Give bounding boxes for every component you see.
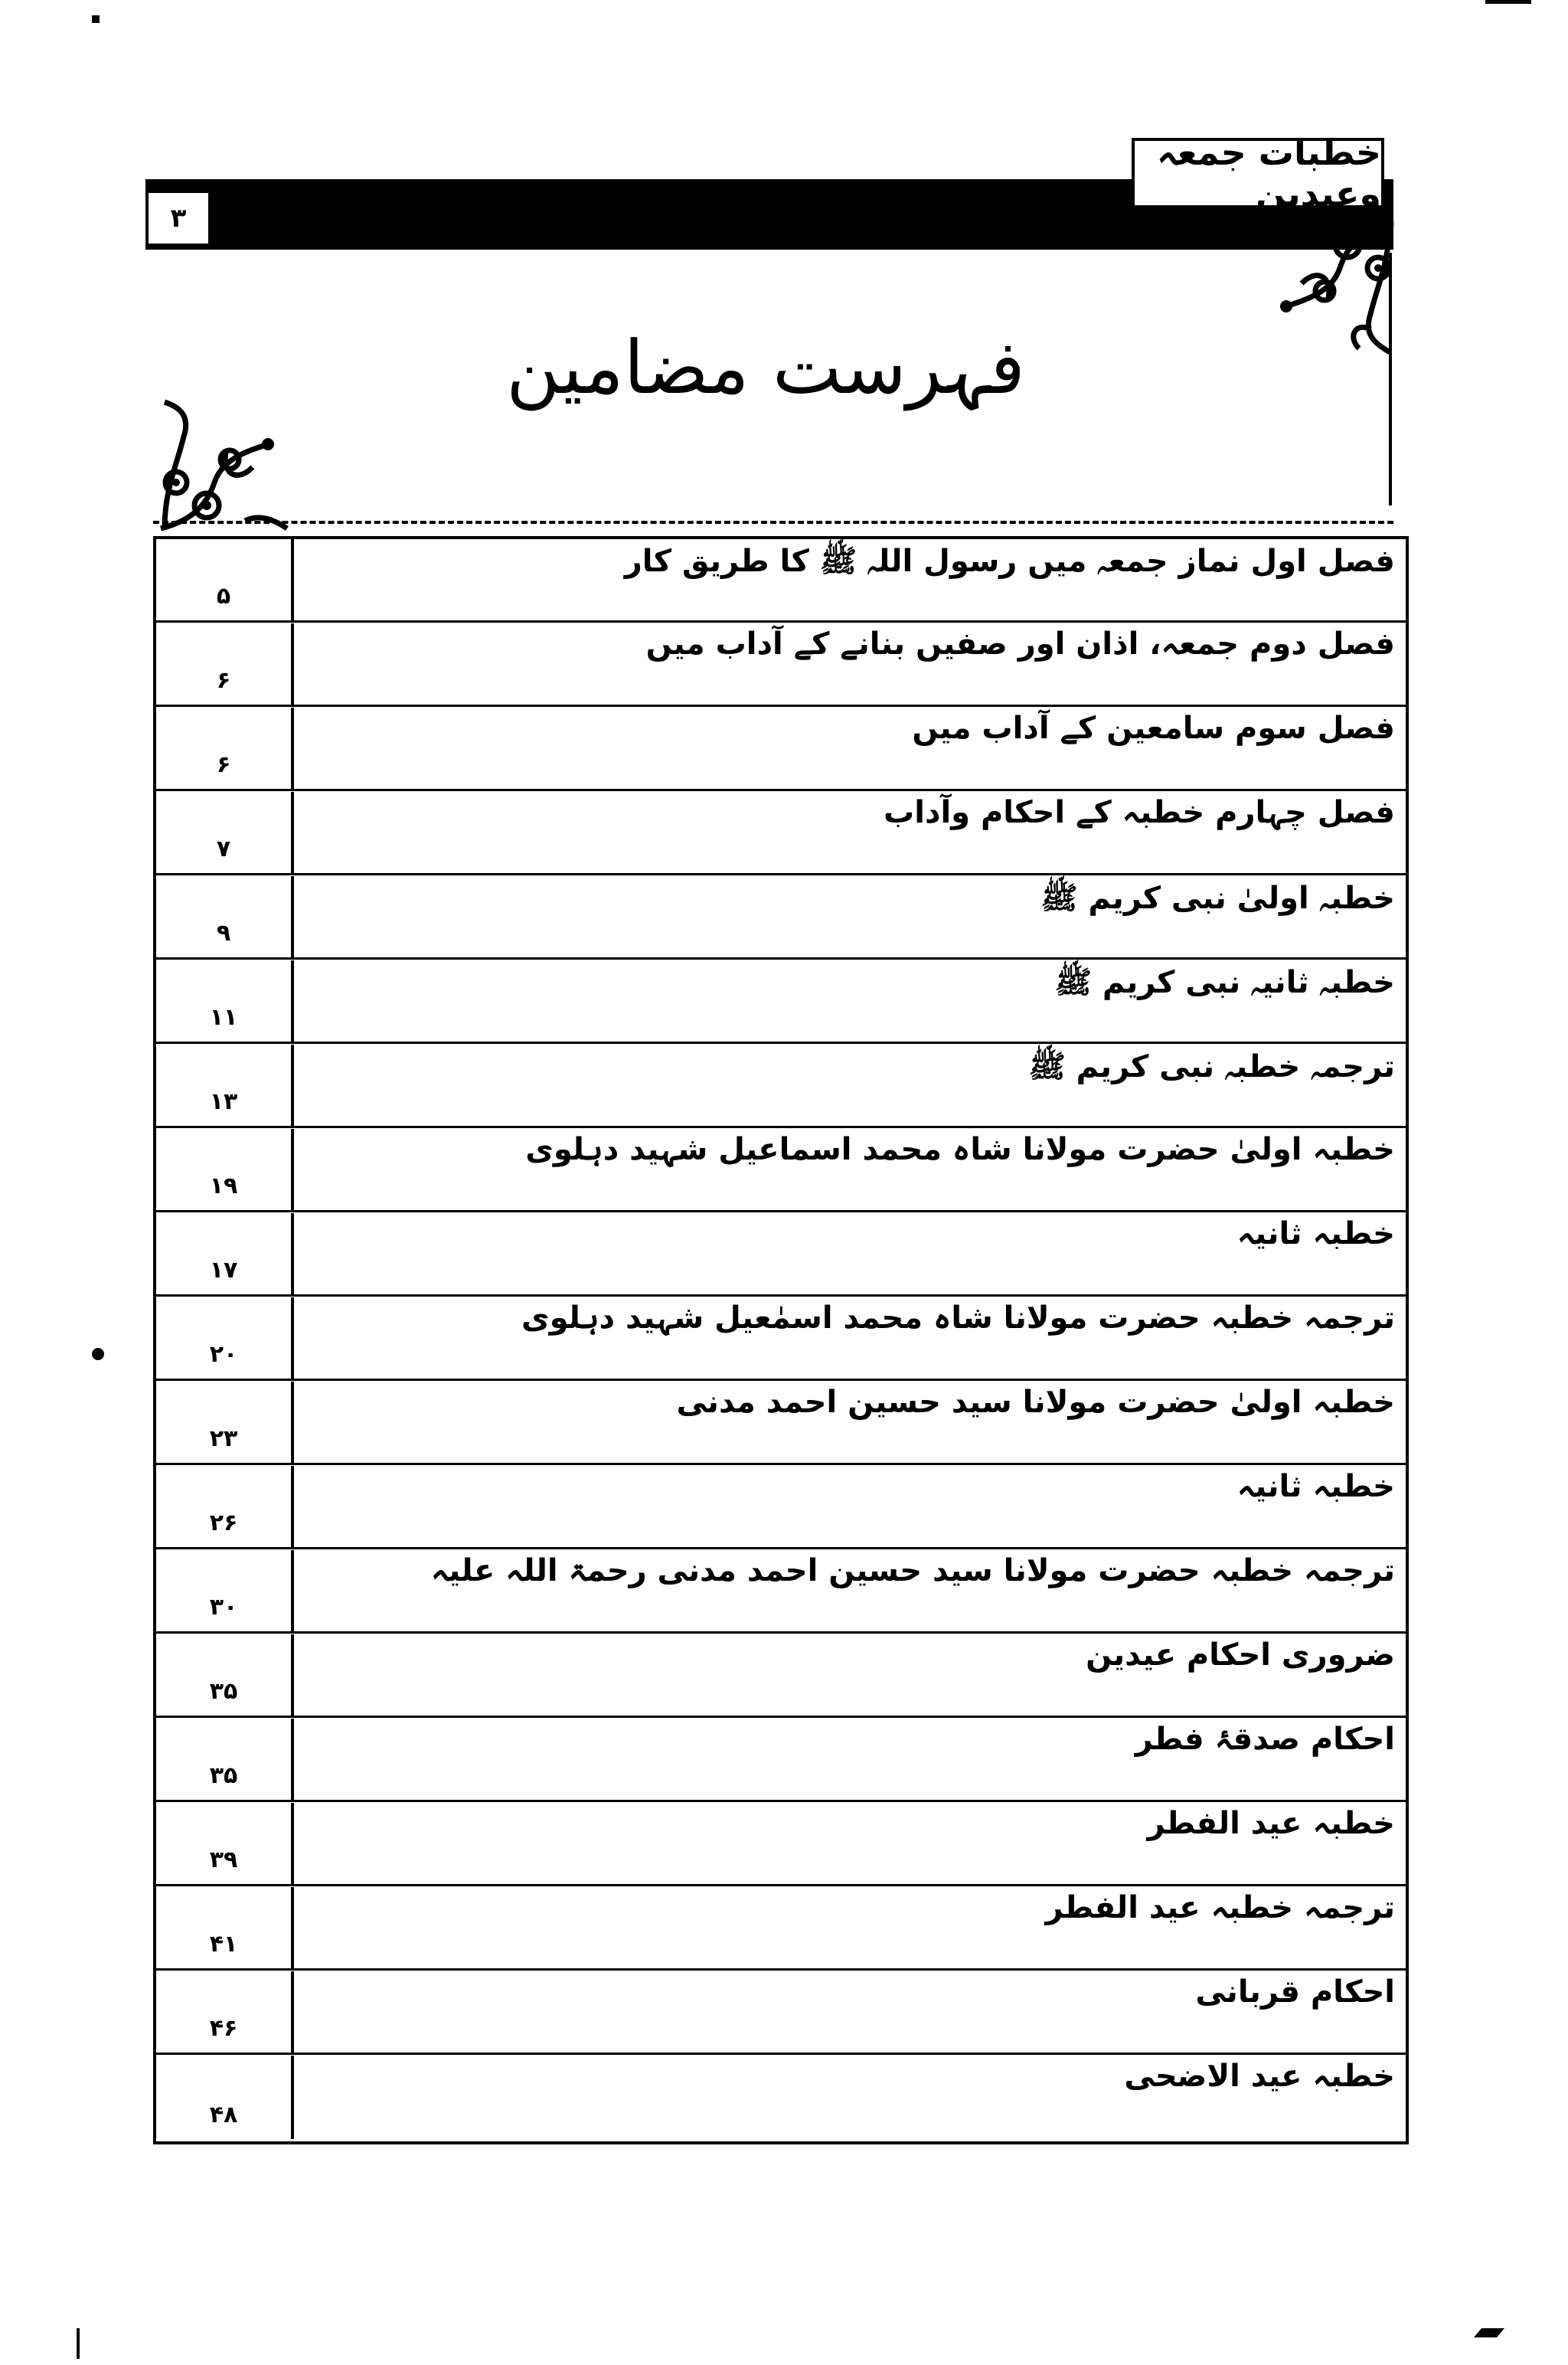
toc-page-number: ۴۱ — [156, 1887, 294, 1968]
toc-entry-title: ترجمہ خطبہ نبی کریم ﷺ — [1028, 1049, 1395, 1084]
toc-entry-title: ترجمہ خطبہ عید الفطر — [1045, 1890, 1395, 1925]
toc-entry-title: خطبہ اولیٰ حضرت مولانا سید حسین احمد مدنی — [676, 1385, 1395, 1420]
toc-page-number: ۱۳ — [156, 1045, 294, 1126]
scan-mark — [1474, 2328, 1504, 2337]
toc-entry-title: ترجمہ خطبہ حضرت مولانا سید حسین احمد مدنی رحمۃ اللہ علیہ — [430, 1553, 1395, 1588]
toc-page-number: ۳۰ — [156, 1550, 294, 1631]
toc-entry-title: فصل چہارم خطبہ کے احکام وآداب — [884, 795, 1395, 830]
toc-row — [156, 1129, 1406, 1212]
toc-entry-title: خطبہ ثانیہ نبی کریم ﷺ — [1054, 965, 1395, 1000]
toc-row — [156, 2056, 1406, 2139]
toc-row — [156, 1971, 1406, 2055]
toc-entry-title: خطبہ ثانیہ — [1236, 1216, 1395, 1251]
toc-row — [156, 1634, 1406, 1718]
toc-page-number: ۴۸ — [156, 2056, 294, 2139]
toc-row — [156, 1887, 1406, 1971]
toc-page-number: ۵ — [156, 539, 294, 620]
toc-row — [156, 1803, 1406, 1886]
page-number: ۳ — [145, 190, 211, 247]
toc-page-number: ۱۷ — [156, 1213, 294, 1294]
toc-entry-title: فصل اول نماز جمعہ میں رسول اللہ ﷺ کا طریق کار — [624, 544, 1395, 579]
toc-title: فہرست مضامین — [506, 325, 1025, 411]
toc-page-number: ۶ — [156, 708, 294, 789]
toc-entry-title: احکام قربانی — [1195, 1974, 1395, 2010]
toc-entry-title: خطبہ ثانیہ — [1236, 1469, 1395, 1504]
toc-row — [156, 1213, 1406, 1297]
toc-row — [156, 1382, 1406, 1465]
scan-mark — [1485, 0, 1531, 4]
toc-row — [156, 539, 1406, 623]
toc-entry-title: خطبہ اولیٰ نبی کریم ﷺ — [1040, 881, 1395, 916]
toc-row — [156, 623, 1406, 707]
toc-entry-title: خطبہ عید الاضحی — [1124, 2059, 1395, 2094]
toc-page-number: ۱۱ — [156, 960, 294, 1042]
toc-page-number: ۲۳ — [156, 1382, 294, 1463]
toc-entry-title: ضروری احکام عیدین — [1086, 1637, 1395, 1673]
toc-table — [153, 536, 1409, 2144]
toc-page-number: ۳۵ — [156, 1719, 294, 1800]
toc-page-number: ۹ — [156, 876, 294, 957]
toc-page-number: ۲۰ — [156, 1297, 294, 1379]
scan-mark — [77, 2328, 80, 2359]
dashed-divider — [153, 521, 1393, 524]
toc-row — [156, 1550, 1406, 1634]
bottom-left-floral-ornament-icon — [153, 398, 299, 536]
toc-page-number: ۲۶ — [156, 1466, 294, 1547]
toc-row — [156, 792, 1406, 875]
scan-dot — [92, 1348, 104, 1360]
toc-page-number: ۷ — [156, 792, 294, 873]
top-right-floral-ornament-icon — [1256, 214, 1401, 360]
toc-page-number: ۶ — [156, 623, 294, 705]
toc-page-number: ۳۵ — [156, 1634, 294, 1716]
toc-entry-title: خطبہ عید الفطر — [1147, 1806, 1395, 1841]
running-title: خطبات جمعہ وعیدین — [1132, 138, 1384, 208]
toc-row — [156, 1297, 1406, 1381]
toc-page-number: ۴۶ — [156, 1971, 294, 2053]
toc-page-number: ۳۹ — [156, 1803, 294, 1884]
toc-page-number: ۱۹ — [156, 1129, 294, 1210]
toc-entry-title: خطبہ اولیٰ حضرت مولانا شاہ محمد اسماعیل شہید دہلوی — [525, 1132, 1395, 1167]
toc-row — [156, 1466, 1406, 1549]
toc-entry-title: احکام صدقۂ فطر — [1135, 1722, 1395, 1757]
toc-row — [156, 960, 1406, 1044]
toc-entry-title: ترجمہ خطبہ حضرت مولانا شاہ محمد اسمٰعیل شہید دہلوی — [521, 1300, 1395, 1336]
scan-mark — [92, 15, 100, 23]
toc-row — [156, 1719, 1406, 1802]
toc-row — [156, 1045, 1406, 1128]
toc-entry-title: فصل دوم جمعہ، اذان اور صفیں بنانے کے آداب میں — [645, 626, 1395, 662]
toc-entry-title: فصل سوم سامعین کے آداب میں — [912, 711, 1395, 746]
toc-row — [156, 876, 1406, 960]
toc-row — [156, 708, 1406, 791]
